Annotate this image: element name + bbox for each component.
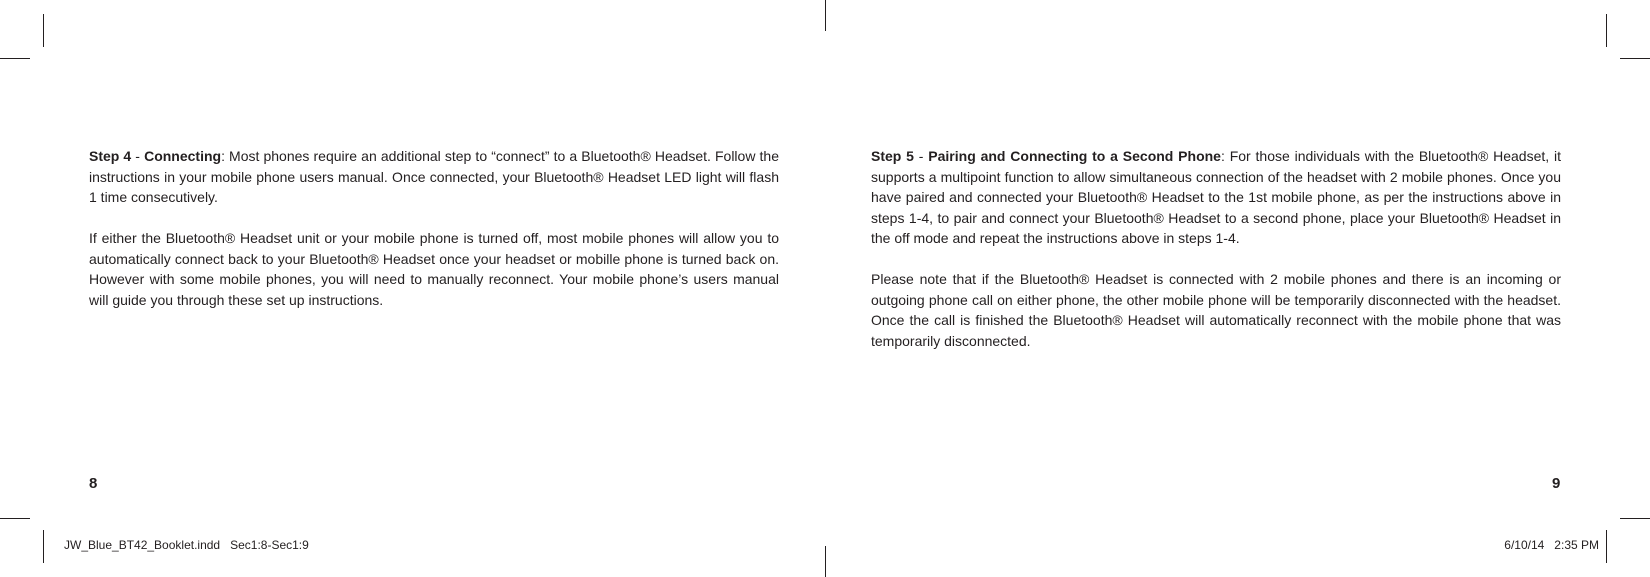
crop-mark-bottom-right-horizontal <box>1620 518 1650 519</box>
left-page-text <box>89 146 779 331</box>
step4-label: Step 4 <box>89 148 132 164</box>
page-number-right: 9 <box>1552 475 1561 492</box>
slug-date-time: 6/10/14 2:35 PM <box>1504 538 1599 552</box>
crop-mark-top-center-vertical <box>825 0 826 31</box>
step4-body: : Most phones require an additional step to “connect” to a Bluetooth® Headset. Follow the instructions in your mobile phone users manual. Once connected, your Bluetooth® Headset LED light will flash 1 time consecutively. <box>89 148 779 205</box>
step5-separator: - <box>913 148 929 164</box>
step5-label: Step 5 <box>871 148 914 164</box>
crop-mark-bottom-left-vertical <box>43 530 44 563</box>
crop-mark-top-right-vertical <box>1606 14 1607 47</box>
crop-mark-bottom-center-vertical <box>825 546 826 577</box>
crop-mark-bottom-left-horizontal <box>0 518 30 519</box>
step4-separator: - <box>131 148 145 164</box>
step5-body: : For those individuals with the Bluetooth® Headset, it supports a multipoint function to allow simultaneous connection of the headset with 2 mobile phones. Once you have paired and connected your Bluetooth® Headset to the 1st mobile phone, as per the instructions above in steps 1-4, to pair and connect your Bluetooth® Headset to a second phone, place your Bluetooth® Headset in the off mode and repeat the instructions above in steps 1-4. <box>871 148 1561 246</box>
right-page-text <box>871 146 1561 372</box>
crop-mark-bottom-right-vertical <box>1606 530 1607 563</box>
right-paragraph-2: Please note that if the Bluetooth® Headset is connected with 2 mobile phones and there is an incoming or outgoing phone call on either phone, the other mobile phone will be temporarily disconnected with the headset. Once the call is finished the Bluetooth® Headset will automatically reconnect with the mobile phone that was temporarily disconnected. <box>871 271 1561 349</box>
page-number-left: 8 <box>89 475 98 492</box>
step5-paragraph <box>871 146 1561 249</box>
step4-title: Connecting <box>144 148 222 164</box>
crop-mark-top-left-horizontal <box>0 58 30 59</box>
crop-mark-top-right-horizontal <box>1620 58 1650 59</box>
step5-title: Pairing and Connecting to a Second Phone <box>928 148 1221 164</box>
left-paragraph-2: If either the Bluetooth® Headset unit or your mobile phone is turned off, most mobile phones will allow you to automatically connect back to your Bluetooth® Headset once your headset or mobille phone is turned back on. However with some mobile phones, you will need to manually reconnect. Your mobile phone’s users manual will guide you through these set up instructions. <box>89 230 779 308</box>
crop-mark-top-left-vertical <box>43 14 44 47</box>
slug-file-info: JW_Blue_BT42_Booklet.indd Sec1:8-Sec1:9 <box>64 538 309 552</box>
step4-paragraph <box>89 146 779 208</box>
